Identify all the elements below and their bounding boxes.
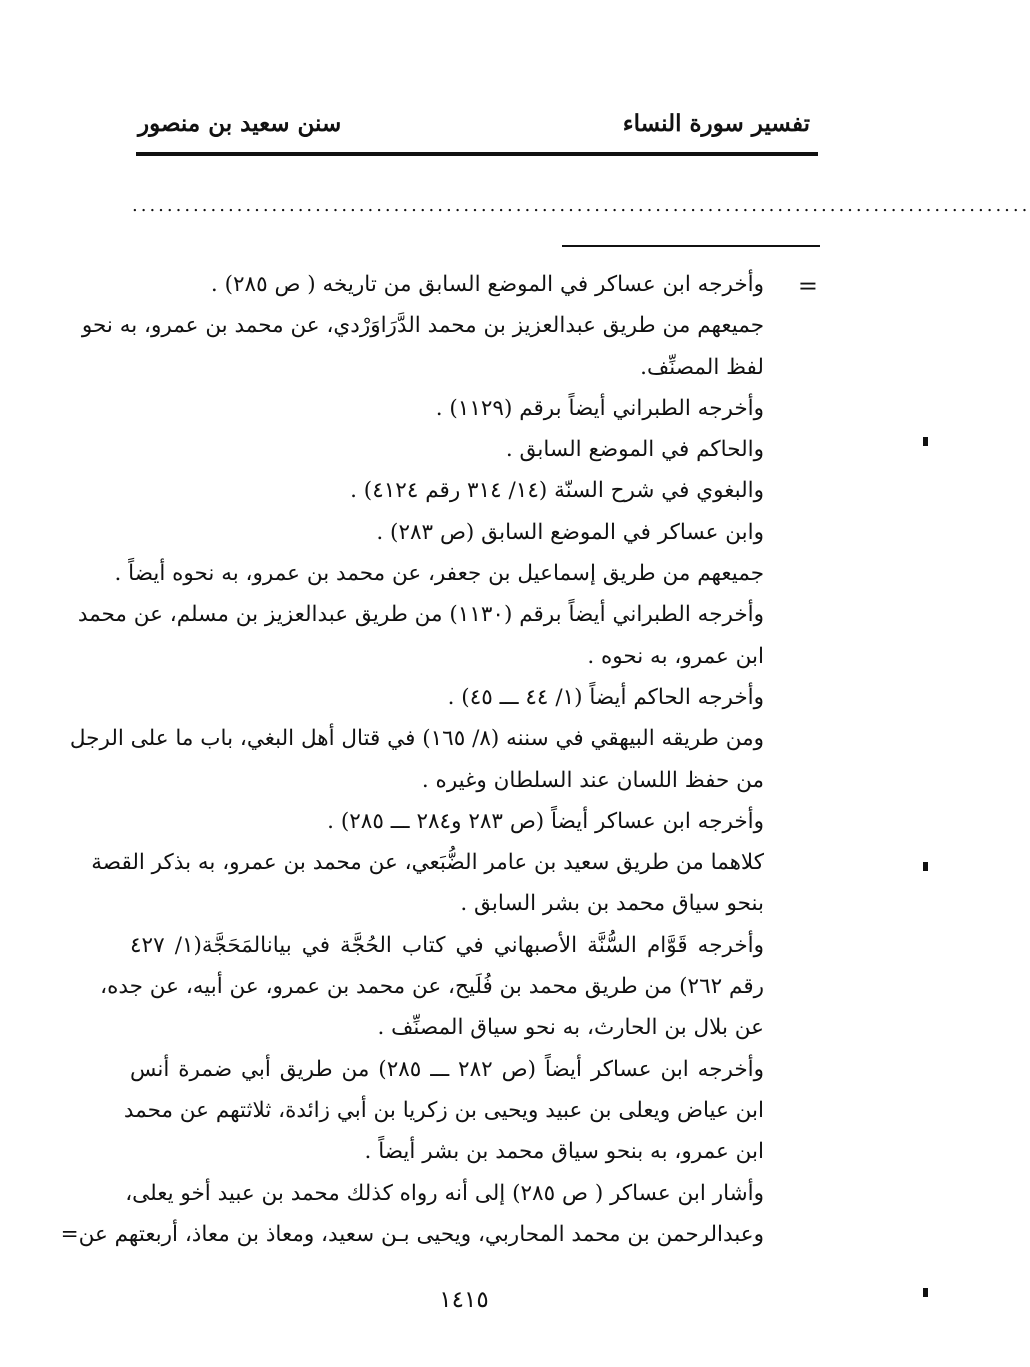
- book-title: سنن سعيد بن منصور: [138, 110, 342, 137]
- text-line: وأشار ابن عساكر ( ص ٢٨٥) إلى أنه رواه كذلك محمد بن عبيد أخو يعلى،: [125, 1180, 764, 1206]
- footnote-rule: [562, 245, 820, 247]
- text-line: جميعهم من طريق إسماعيل بن جعفر، عن محمد بن عمرو، به نحوه أيضاً .: [114, 561, 764, 587]
- text-line: والحاكم في الموضع السابق .: [505, 437, 764, 463]
- text-line: والبغوي في شرح السنّة (١٤/ ٣١٤ رقم ٤١٢٤) .: [350, 478, 764, 504]
- text-line: وأخرجه الحاكم أيضاً (١/ ٤٤ ـــ ٤٥) .: [447, 684, 764, 710]
- text-line: ابن عمرو، به بنحو سياق محمد بن بشر أيضاً .: [364, 1139, 764, 1165]
- margin-mark: [923, 437, 928, 446]
- text-line: وأخرجه الطبراني أيضاً برقم (١١٢٩) .: [435, 395, 764, 421]
- text-line: جميعهم من طريق عبدالعزيز بن محمد الدَّرَاوَرْدي، عن محمد بن عمرو، به نحو: [81, 313, 764, 339]
- text-line: ابن عياض ويعلى بن عبيد ويحيى بن زكريا بن أبي زائدة، ثلاثتهم عن محمد: [123, 1097, 764, 1123]
- text-line: لفظ المصنِّف.: [640, 354, 764, 380]
- dotted-separator: .......................................................................................................: [132, 195, 1030, 216]
- text-line: ومن طريقه البيهقي في سننه (٨/ ١٦٥) في قتال أهل البغي، باب ما على الرجل: [69, 726, 764, 752]
- text-line: وأخرجه ابن عساكر أيضاً (ص ٢٨٢ ـــ ٢٨٥) من طريق أبي ضمرة أنس: [130, 1056, 764, 1082]
- text-line: رقم ٢٦٢) من طريق محمد بن فُلَيح، عن محمد بن عمرو، عن أبيه، عن جده،: [100, 974, 764, 1000]
- header-rule: [136, 152, 818, 156]
- page-number: ١٤١٥: [439, 1287, 489, 1313]
- continuation-mark: =: [797, 272, 818, 300]
- text-line: عن بلال بن الحارث، به نحو سياق المصنِّف .: [377, 1015, 764, 1041]
- text-line: وأخرجه قَوَّام السُّنَّة الأصبهاني في كتاب الحُجَّة في بيانالمَحَجَّة(١/ ٤٢٧: [130, 932, 764, 958]
- text-line: وابن عساكر في الموضع السابق (ص ٢٨٣) .: [376, 519, 764, 545]
- text-line: وأخرجه الطبراني أيضاً برقم (١١٣٠) من طريق عبدالعزيز بن مسلم، عن محمد: [77, 602, 764, 628]
- text-line: وأخرجه ابن عساكر في الموضع السابق من تاريخه ( ص ٢٨٥) .: [210, 272, 764, 297]
- chapter-title: تفسير سورة النساء: [622, 110, 810, 137]
- text-line: كلاهما من طريق سعيد بن عامر الضُّبَعي، عن محمد بن عمرو، به بذكر القصة: [91, 850, 764, 876]
- margin-mark: [923, 1288, 928, 1297]
- text-line: من حفظ اللسان عند السلطان وغيره .: [421, 767, 764, 793]
- text-line: بنحو سياق محمد بن بشر السابق .: [460, 891, 764, 917]
- text-line: ابن عمرو، به نحوه .: [587, 643, 764, 669]
- text-line: وعبدالرحمن بن محمد المحاربي، ويحيى بـن سعيد، ومعاذ بن معاذ، أربعتهم عن=: [60, 1221, 764, 1247]
- footnote-text: [60, 264, 764, 1255]
- margin-mark: [923, 862, 928, 871]
- text-line: وأخرجه ابن عساكر أيضاً (ص ٢٨٣ و٢٨٤ ـــ ٢٨٥) .: [327, 808, 764, 834]
